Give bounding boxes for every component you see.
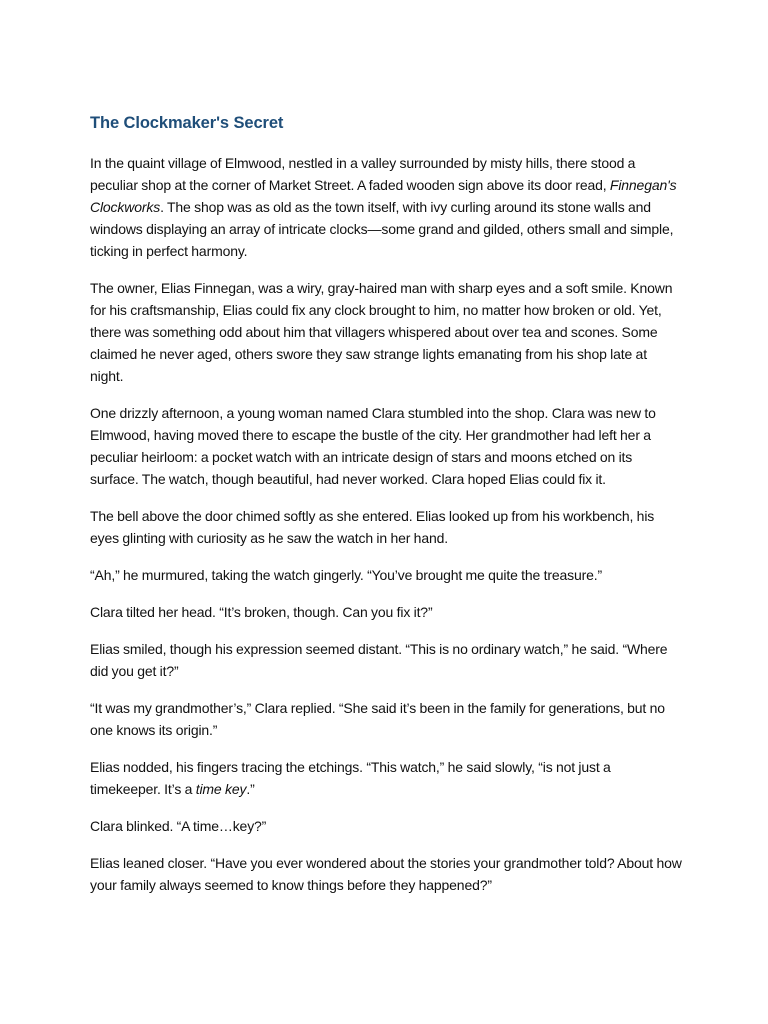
paragraph-text: Clara blinked. “A time…key?” <box>90 818 267 834</box>
paragraph-text: . The shop was as old as the town itself, with ivy curling around its stone walls and windows displaying an array of intricate clocks—some grand and gilded, others small and simple, ticking in perfect harmony. <box>90 199 674 259</box>
paragraph-text: The owner, Elias Finnegan, was a wiry, gray-haired man with sharp eyes and a soft smile. Known for his craftsmanship, Elias could fix any clock brought to him, no matter how broken or old. Yet, there was something odd about him that villagers whispered about over tea and scones. Some claimed he never aged, others swore they saw strange lights emanating from his shop late at night. <box>90 280 673 384</box>
paragraph-text: Clara tilted her head. “It’s broken, though. Can you fix it?” <box>90 604 433 620</box>
paragraph-text: Elias leaned closer. “Have you ever wondered about the stories your grandmother told? About how your family always seemed to know things before they happened?” <box>90 855 682 893</box>
document-title: The Clockmaker's Secret <box>90 114 284 132</box>
paragraph <box>90 756 682 800</box>
paragraph <box>90 564 682 586</box>
paragraph <box>90 601 682 623</box>
paragraph-text: One drizzly afternoon, a young woman named Clara stumbled into the shop. Clara was new to Elmwood, having moved there to escape the bustle of the city. Her grandmother had left her a peculiar heirloom: a pocket watch with an intricate design of stars and moons etched on its surface. The watch, though beautiful, had never worked. Clara hoped Elias could fix it. <box>90 405 656 487</box>
paragraph-text: .” <box>246 781 255 797</box>
paragraph-text: “It was my grandmother’s,” Clara replied. “She said it’s been in the family for generations, but no one knows its origin.” <box>90 700 665 738</box>
document-page <box>90 112 682 911</box>
paragraph <box>90 277 682 387</box>
paragraph <box>90 402 682 490</box>
paragraph-text: Elias nodded, his fingers tracing the etchings. “This watch,” he said slowly, “is not just a timekeeper. It’s a <box>90 759 611 797</box>
time-key-emphasis: time key <box>195 781 247 797</box>
paragraph <box>90 505 682 549</box>
paragraph-text: “Ah,” he murmured, taking the watch gingerly. “You’ve brought me quite the treasure.” <box>90 567 603 583</box>
paragraph <box>90 697 682 741</box>
paragraph-text: In the quaint village of Elmwood, nestled in a valley surrounded by misty hills, there stood a peculiar shop at the corner of Market Street. A faded wooden sign above its door read, <box>90 155 636 193</box>
paragraph <box>90 152 682 262</box>
paragraph-text: The bell above the door chimed softly as she entered. Elias looked up from his workbench, his eyes glinting with curiosity as he saw the watch in her hand. <box>90 508 655 546</box>
shop-name-emphasis: Finnegan's Clockworks <box>90 177 677 215</box>
paragraph <box>90 815 682 837</box>
paragraph <box>90 638 682 682</box>
paragraph-text: Elias smiled, though his expression seemed distant. “This is no ordinary watch,” he said. “Where did you get it?” <box>90 641 668 679</box>
paragraph <box>90 852 682 896</box>
